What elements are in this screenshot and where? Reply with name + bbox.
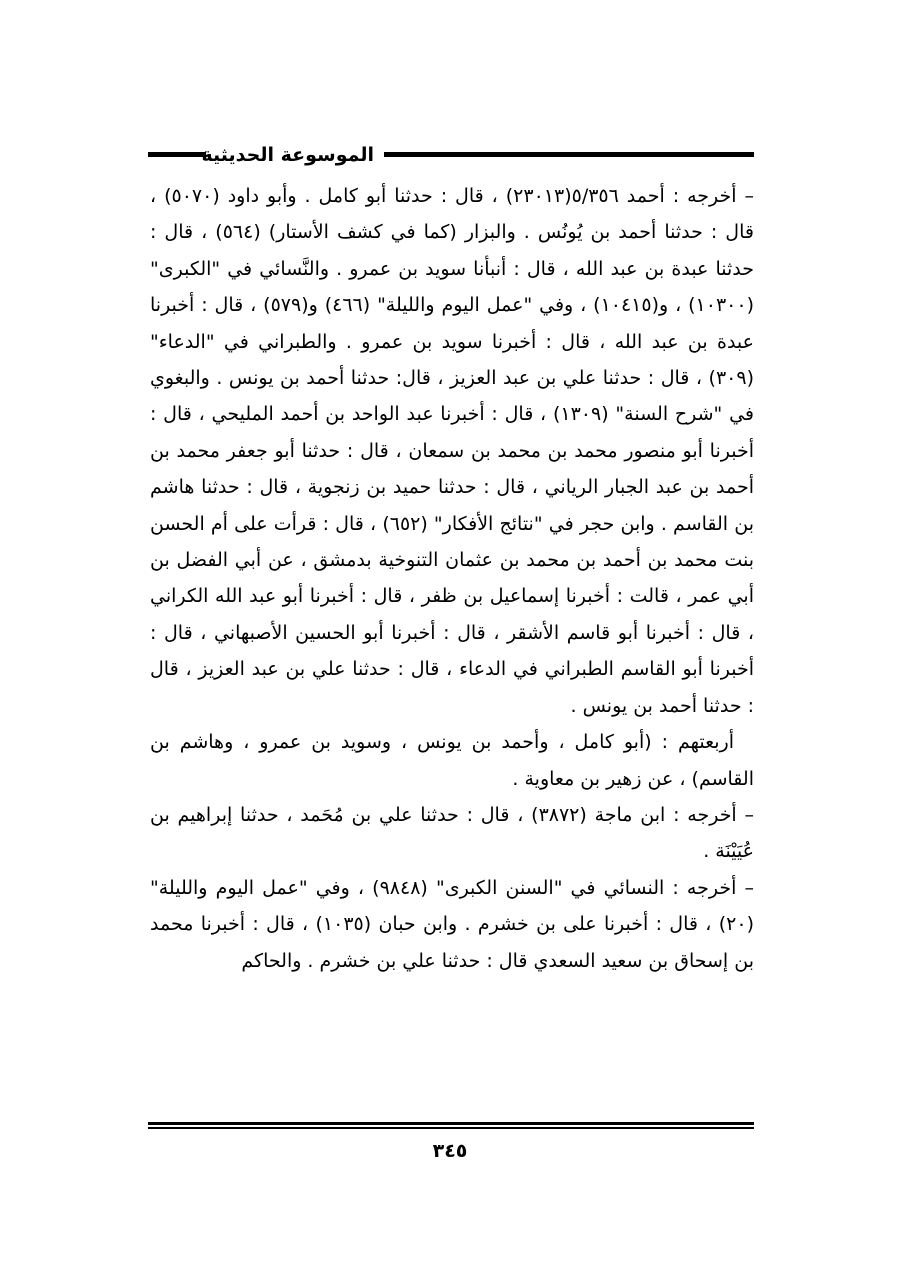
footer-rule <box>148 1122 754 1129</box>
running-header <box>148 140 754 170</box>
header-rule-left <box>148 152 206 157</box>
paragraph-takhrij-ahmad: – أخرجه : أحمد ٥/٣٥٦(٢٣٠١٣) ، قال : حدثنا أبو كامل . وأبو داود (٥٠٧٠) ، قال : حدثنا أحمد بن يُونُس . والبزار (كما في كشف الأستار) (٥٦٤) ، قال : حدثنا عبدة بن عبد الله ، قال : أنبأنا سويد بن عمرو . والنَّسائي في "الكبرى" (١٠٣٠٠) ، و(١٠٤١٥) ، وفي "عمل اليوم والليلة" (٤٦٦) و(٥٧٩) ، قال : أخبرنا عبدة بن عبد الله ، قال : أخبرنا سويد بن عمرو . والطبراني في "الدعاء" (٣٠٩) ، قال : حدثنا علي بن عبد العزيز ، قال: حدثنا أحمد بن يونس . والبغوي في "شرح السنة" (١٣٠٩) ، قال : أخبرنا عبد الواحد بن أحمد المليحي ، قال : أخبرنا أبو منصور محمد بن محمد بن سمعان ، قال : حدثنا أبو جعفر محمد بن أحمد بن عبد الجبار الرياني ، قال : حدثنا حميد بن زنجوية ، قال : حدثنا هاشم بن القاسم . وابن حجر في "نتائج الأفكار" (٦٥٢) ، قال : قرأت على أم الحسن بنت محمد بن أحمد بن محمد بن عثمان التنوخية بدمشق ، عن أبي الفضل بن أبي عمر ، قالت : أخبرنا إسماعيل بن ظفر ، قال : أخبرنا أبو عبد الله الكراني ، قال : أخبرنا أبو قاسم الأشقر ، قال : أخبرنا أبو الحسين الأصبهاني ، قال : أخبرنا أبو القاسم الطبراني في الدعاء ، قال : حدثنا علي بن عبد العزيز ، قال : حدثنا أحمد بن يونس . <box>150 185 754 717</box>
paragraph-takhrij-nasai: – أخرجه : النسائي في "السنن الكبرى" (٩٨٤٨) ، وفي "عمل اليوم والليلة" (٢٠) ، قال : أخبرنا على بن خشرم . وابن حبان (١٠٣٥) ، قال : أخبرنا محمد بن إسحاق بن سعيد السعدي قال : حدثنا علي بن خشرم . والحاكم <box>150 876 754 972</box>
paragraph-arbaatuhum: أربعتهم : (أبو كامل ، وأحمد بن يونس ، وسويد بن عمرو ، وهاشم بن القاسم) ، عن زهير بن معاوية . <box>150 731 754 790</box>
paragraph-takhrij-ibn-majah: – أخرجه : ابن ماجة (٣٨٧٢) ، قال : حدثنا علي بن مُحَمد ، حدثنا إبراهيم بن عُيَيْنَة . <box>150 803 754 863</box>
page-number: ٣٤٥ <box>432 1140 468 1162</box>
header-rule-right <box>384 152 754 157</box>
header-title: الموسوعة الحديثية <box>201 144 374 166</box>
body-text <box>150 178 754 979</box>
